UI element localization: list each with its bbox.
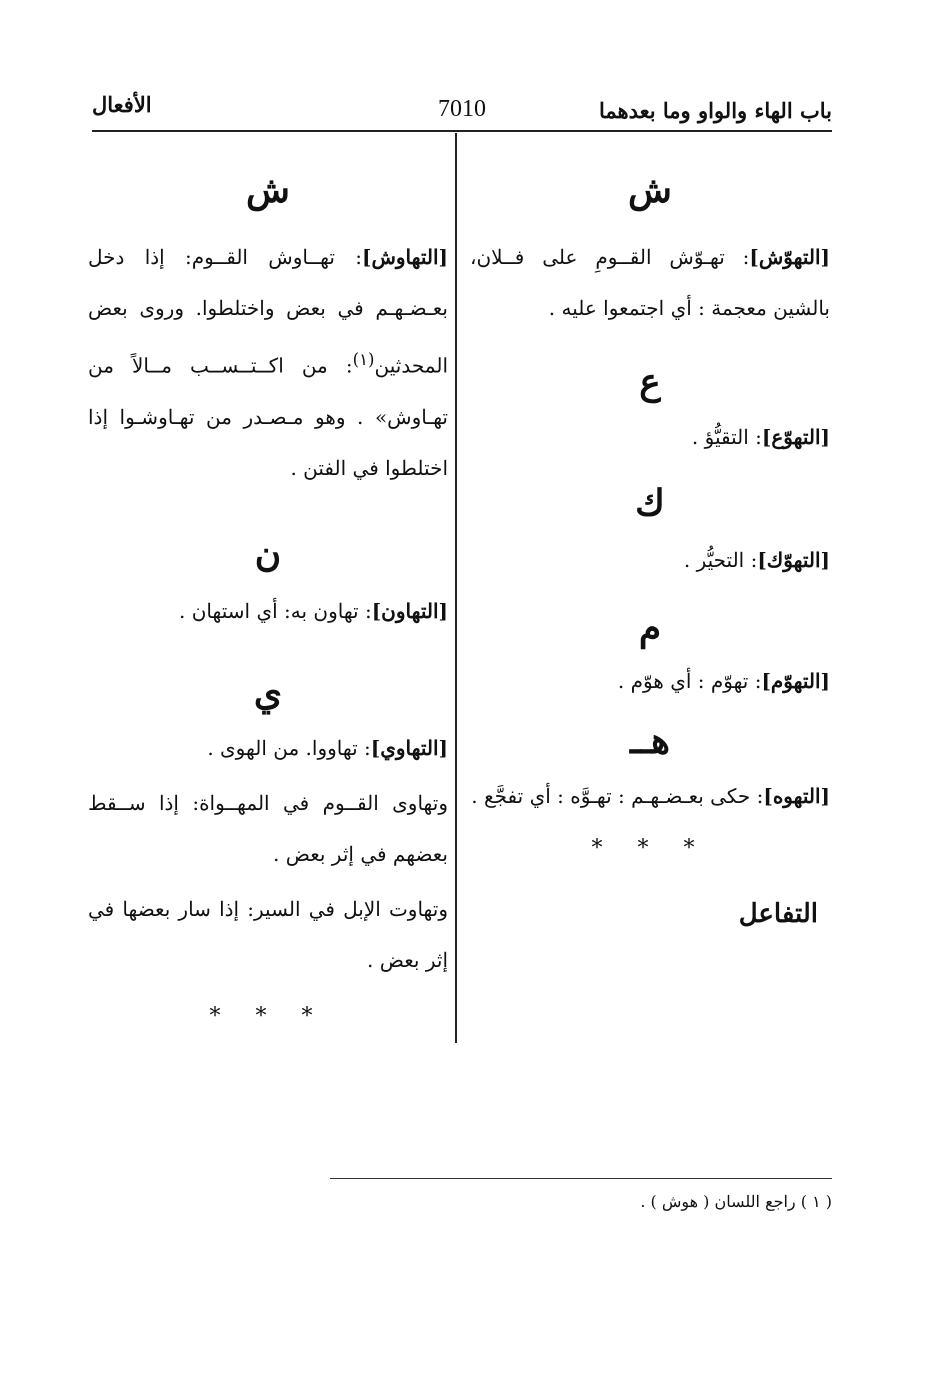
entry-text: : تهـوّش القــومِ على فــلان، بالشين معجمة : أي اجتمعوا عليه . xyxy=(470,245,830,320)
entry-paragraph: وتهاوى القــوم في المهــواة: إذا ســقط بعضهم في إثر بعض . xyxy=(88,790,448,866)
entry-paragraph xyxy=(88,723,448,774)
entry-text: : تهوّم : أي هوّم . xyxy=(617,669,762,693)
entry-paragraph xyxy=(470,535,830,586)
column-divider xyxy=(455,133,457,1043)
section-title: التفاعل xyxy=(738,899,818,929)
letter-heading: ي xyxy=(253,671,283,714)
entry-headword: [التهوّك] xyxy=(757,548,830,572)
letter-heading: ك xyxy=(635,482,665,524)
section-separator: * * * xyxy=(591,836,709,861)
entry-headword: [التهوّع] xyxy=(761,425,830,449)
entry-paragraph: وتهاوت الإبل في السير: إذا سار بعضها في إثر بعض . xyxy=(88,896,448,972)
left-column xyxy=(88,160,448,1029)
entry-text: : تهاووا. من الهوى . xyxy=(207,735,371,760)
entry-headword: [التهوه] xyxy=(763,784,830,808)
letter-heading: ش xyxy=(628,169,672,211)
footnote-rule xyxy=(330,1178,832,1179)
letter-heading: ش xyxy=(246,169,290,211)
entry-text: : من اكــتــســب مــالاً من تهـاوش» . وهو مـصـدر من تهـاوشـوا إذا اختلطوا في الفتن . xyxy=(88,353,448,480)
entry-text: : التحيُّر . xyxy=(683,548,758,572)
section-separator: * * * xyxy=(209,1003,327,1029)
entry-headword: [التهاون] xyxy=(371,598,448,623)
letter-heading: ع xyxy=(639,361,661,403)
letter-heading: هــ xyxy=(629,720,671,762)
entry-headword: [التهوّم] xyxy=(761,669,830,693)
letter-heading: م xyxy=(638,607,662,649)
entry-headword: [التهاوي] xyxy=(370,735,448,760)
entry-headword: [التهاوش] xyxy=(362,245,448,269)
right-column xyxy=(470,160,830,929)
chapter-heading: الأفعال xyxy=(92,92,152,117)
entry-paragraph xyxy=(470,412,830,463)
header-rule xyxy=(92,130,832,132)
entry-paragraph xyxy=(88,586,448,637)
page-number: 7010 xyxy=(438,96,486,122)
page-header xyxy=(92,92,832,132)
entry-paragraph xyxy=(88,232,448,494)
entry-text: : التقيُّؤ . xyxy=(691,425,762,449)
letter-heading: ن xyxy=(254,532,282,575)
entry-text: : حكى بعـضـهـم : تهـوَّه : أي تفجَّع . xyxy=(471,784,764,808)
entry-headword: [التهوّش] xyxy=(749,245,830,269)
footnote: ( ١ ) راجع اللسان ( هوش ) . xyxy=(640,1192,832,1211)
footnote-ref: (١) xyxy=(352,350,375,369)
entry-text: : تهاون به: أي استهان . xyxy=(179,598,372,623)
section-heading: باب الهاء والواو وما بعدهما xyxy=(598,98,832,123)
entry-paragraph xyxy=(470,656,830,707)
entry-text: : تهــاوش القــوم: إذا دخل بعـضـهـم في بعض واختلطوا. وروى بعض المحدثين xyxy=(88,245,448,378)
entry-paragraph xyxy=(470,771,830,822)
entry-paragraph xyxy=(470,232,830,334)
